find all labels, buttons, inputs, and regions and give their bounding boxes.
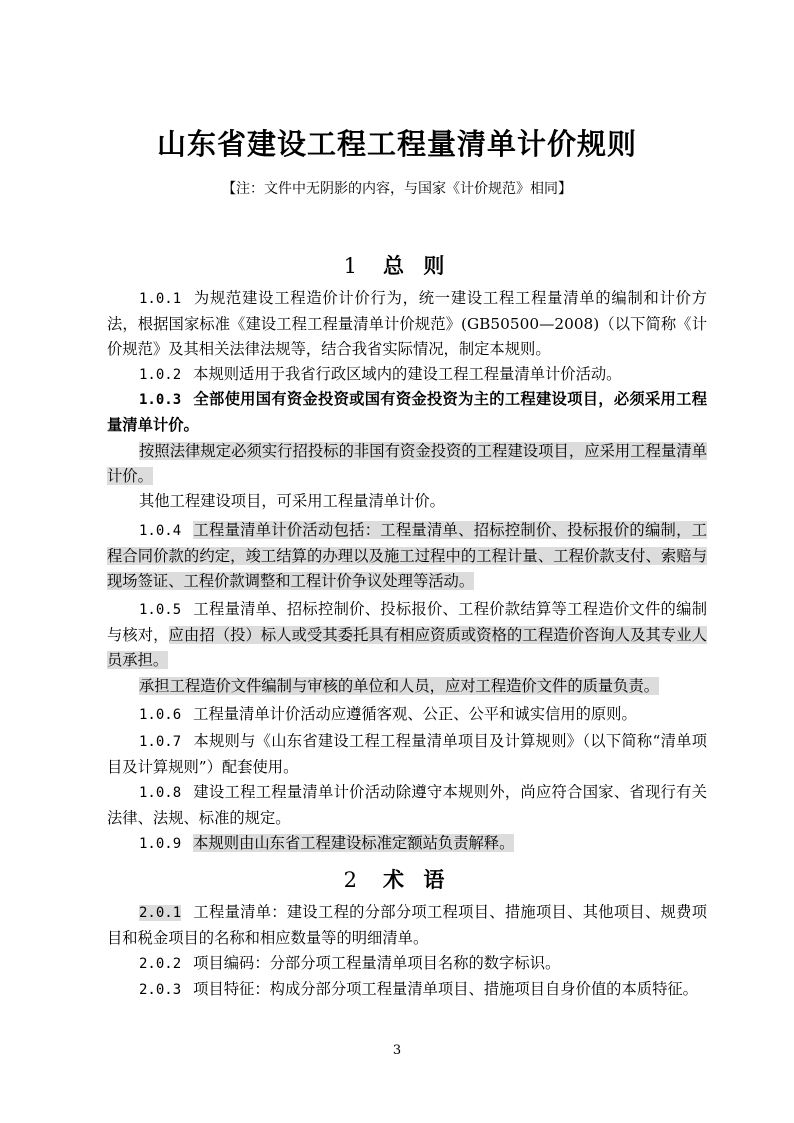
clause-code: 1.0.5 <box>139 602 182 618</box>
clause-text: 项目特征：构成分部分项工程量清单项目、措施项目自身价值的本质特征。 <box>193 980 698 998</box>
clause-text-highlighted: 承担工程造价文件编制与审核的单位和人员，应对工程造价文件的质量负责。 <box>139 677 660 695</box>
clause-text: 工程量清单计价活动应遵循客观、公正、公平和诚实信用的原则。 <box>193 705 637 723</box>
clause-code: 1.0.3 <box>139 392 182 408</box>
clause-code: 1.0.9 <box>139 836 182 852</box>
clause-code: 1.0.6 <box>139 707 182 723</box>
document-note: 【注：文件中无阴影的内容，与国家《计价规范》相同】 <box>222 181 572 197</box>
clause-text-highlighted: 本规则由山东省工程建设标准定额站负责解释。 <box>193 834 515 852</box>
clause-text: 工程量清单：建设工程的分部分项工程项目、措施项目、其他项目、规费项目和税金项目的名称和相应数量等的明细清单。 <box>107 903 707 947</box>
clause-1-0-5 <box>107 597 707 673</box>
clause-1-0-3 <box>107 387 707 438</box>
clause-code: 1.0.1 <box>139 291 182 307</box>
clause-1-0-4 <box>107 518 707 594</box>
section-heading-1 <box>0 250 794 280</box>
section-title: 总 则 <box>383 253 451 278</box>
clause-code: 1.0.2 <box>139 367 182 383</box>
clause-1-0-2 <box>107 362 707 388</box>
document-title: 山东省建设工程工程量清单计价规则 <box>156 127 637 161</box>
clause-2-0-1 <box>107 900 707 951</box>
clause-code: 1.0.7 <box>139 734 182 750</box>
clause-2-0-3 <box>107 977 707 1003</box>
clause-code: 2.0.1 <box>139 905 182 921</box>
clause-text: 全部使用国有资金投资或国有资金投资为主的工程建设项目，必须采用工程量清单计价。 <box>107 390 707 434</box>
clause-text: 为规范建设工程造价计价行为，统一建设工程工程量清单的编制和计价方法，根据国家标准《建设工程工程量清单计价规范》(GB50500—2008)（以下简称《计价规范》及其相关法律法规等，结合我省实际情况，制定本规则。 <box>107 289 707 358</box>
clause-code: 1.0.4 <box>139 523 182 539</box>
section-number: 2 <box>343 868 358 892</box>
clause-1-0-8 <box>107 780 707 831</box>
clause-text-highlighted: 按照法律规定必须实行招投标的非国有资金投资的工程建设项目，应采用工程量清单计价。 <box>107 442 707 485</box>
clause-1-0-3-para-a <box>107 439 707 489</box>
page-number: 3 <box>392 1043 402 1058</box>
clause-text-highlighted: 工程量清单计价活动包括：工程量清单、招标控制价、投标报价的编制，工程合同价款的约定，竣工结算的办理以及施工过程中的工程计量、工程价款支付、索赔与现场签证、工程价款调整和工程计价争议处理等活动。 <box>107 521 707 590</box>
clause-text: 工程量清单、招标控制价、投标报价、工程价款结算等工程造价文件的编制与核对， <box>107 600 707 644</box>
clause-1-0-1 <box>107 286 707 362</box>
clause-code: 2.0.3 <box>139 982 182 998</box>
clause-text: 项目编码：分部分项工程量清单项目名称的数字标识。 <box>193 954 561 972</box>
clause-code: 2.0.2 <box>139 956 182 972</box>
clause-1-0-5-para-a <box>107 674 707 699</box>
clause-text: 建设工程工程量清单计价活动除遵守本规则外，尚应符合国家、省现行有关法律、法规、标准的规定。 <box>107 783 707 827</box>
clause-1-0-7 <box>107 729 707 780</box>
clause-1-0-3-para-b <box>107 489 707 514</box>
clause-1-0-9 <box>107 831 707 857</box>
clause-text-highlighted: 应由招（投）标人或受其委托具有相应资质或资格的工程造价咨询人及其专业人员承担。 <box>107 626 707 669</box>
clause-text: 本规则适用于我省行政区域内的建设工程工程量清单计价活动。 <box>193 365 622 383</box>
clause-1-0-6 <box>107 702 707 728</box>
section-number: 1 <box>343 254 358 278</box>
clause-code: 1.0.8 <box>139 785 182 801</box>
clause-text: 其他工程建设项目，可采用工程量清单计价。 <box>139 492 445 510</box>
clause-2-0-2 <box>107 951 707 977</box>
clause-text: 本规则与《山东省建设工程工程量清单项目及计算规则》（以下简称“清单项目及计算规则”）配套使用。 <box>107 732 707 776</box>
section-heading-2 <box>0 864 794 894</box>
section-title: 术 语 <box>383 867 451 892</box>
